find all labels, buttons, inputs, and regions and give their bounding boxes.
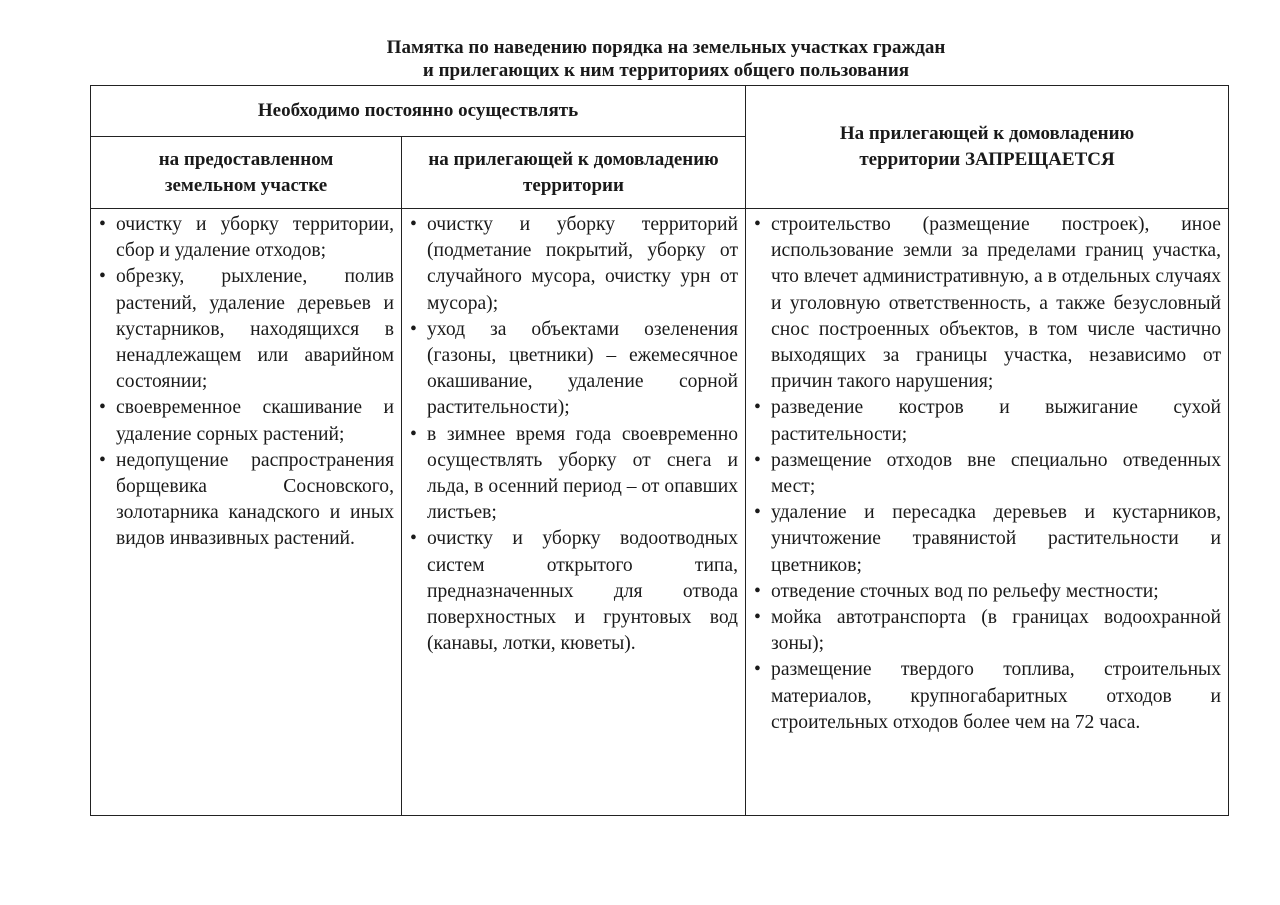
- prohibited-list: [754, 212, 1221, 736]
- header-prohibited-line-1: На прилегающей к домовладению: [839, 123, 1135, 144]
- list-item: • недопущение распространения борщевика Сосновского, золотарника канадского и иных видов инвазивных растений.: [99, 448, 394, 553]
- header-prohibited: [746, 86, 1229, 209]
- header-prohibited-line-2: территории ЗАПРЕЩАЕТСЯ: [859, 149, 1115, 170]
- header-own-plot: [91, 137, 402, 209]
- title-line-2: и прилегающих к ним территориях общего пользования: [422, 60, 910, 81]
- list-item: • размещение отходов вне специально отведенных мест;: [754, 448, 1221, 500]
- list-item: • размещение твердого топлива, строительных материалов, крупногабаритных отходов и строительных отходов более чем на 72 часа.: [754, 657, 1221, 736]
- list-item: • своевременное скашивание и удаление сорных растений;: [99, 395, 394, 447]
- header-adjacent-territory: [402, 137, 746, 209]
- header-required-actions: [91, 86, 746, 137]
- list-item: • разведение костров и выжигание сухой растительности;: [754, 395, 1221, 447]
- memo-table: [90, 85, 1229, 816]
- list-item: • отведение сточных вод по рельефу местности;: [754, 579, 1221, 605]
- list-item: • мойка автотранспорта (в границах водоохранной зоны);: [754, 605, 1221, 657]
- list-item: • строительство (размещение построек), иное использование земли за пределами границ участка, что влечет административную, а в отдельных случаях и уголовную ответственность, а также безусловный снос построенных объектов, в том числе частично выходящих за границы участка, независимо от причин такого нарушения;: [754, 212, 1221, 395]
- column-own-plot: [91, 209, 402, 816]
- own-plot-list: [99, 212, 394, 553]
- adjacent-territory-list: [410, 212, 738, 657]
- list-item: • в зимнее время года своевременно осуществлять уборку от снега и льда, в осенний период – от опавших листьев;: [410, 422, 738, 527]
- list-item: • уход за объектами озеленения (газоны, цветники) – ежемесячное окашивание, удаление сорной растительности);: [410, 317, 738, 422]
- list-item: • удаление и пересадка деревьев и кустарников, уничтожение травянистой растительности и цветников;: [754, 500, 1221, 579]
- list-item: • очистку и уборку территорий (подметание покрытий, уборку от случайного мусора, очистку урн от мусора);: [410, 212, 738, 317]
- list-item: • очистку и уборку территории, сбор и удаление отходов;: [99, 212, 394, 264]
- title-line-1: Памятка по наведению порядка на земельных участках граждан: [386, 37, 946, 58]
- column-prohibited: [746, 209, 1229, 816]
- page-title: [0, 36, 1280, 82]
- header-required-actions-label: Необходимо постоянно осуществлять: [257, 100, 579, 121]
- column-adjacent-territory: [402, 209, 746, 816]
- list-item: • очистку и уборку водоотводных систем открытого типа, предназначенных для отвода поверхностных и грунтовых вод (канавы, лотки, кюветы).: [410, 526, 738, 657]
- header-own-plot-label: на предоставленном земельном участке: [158, 148, 334, 196]
- header-adjacent-territory-label: на прилегающей к домовладению территории: [428, 148, 719, 196]
- list-item: • обрезку, рыхление, полив растений, удаление деревьев и кустарников, находящихся в ненадлежащем или аварийном состоянии;: [99, 264, 394, 395]
